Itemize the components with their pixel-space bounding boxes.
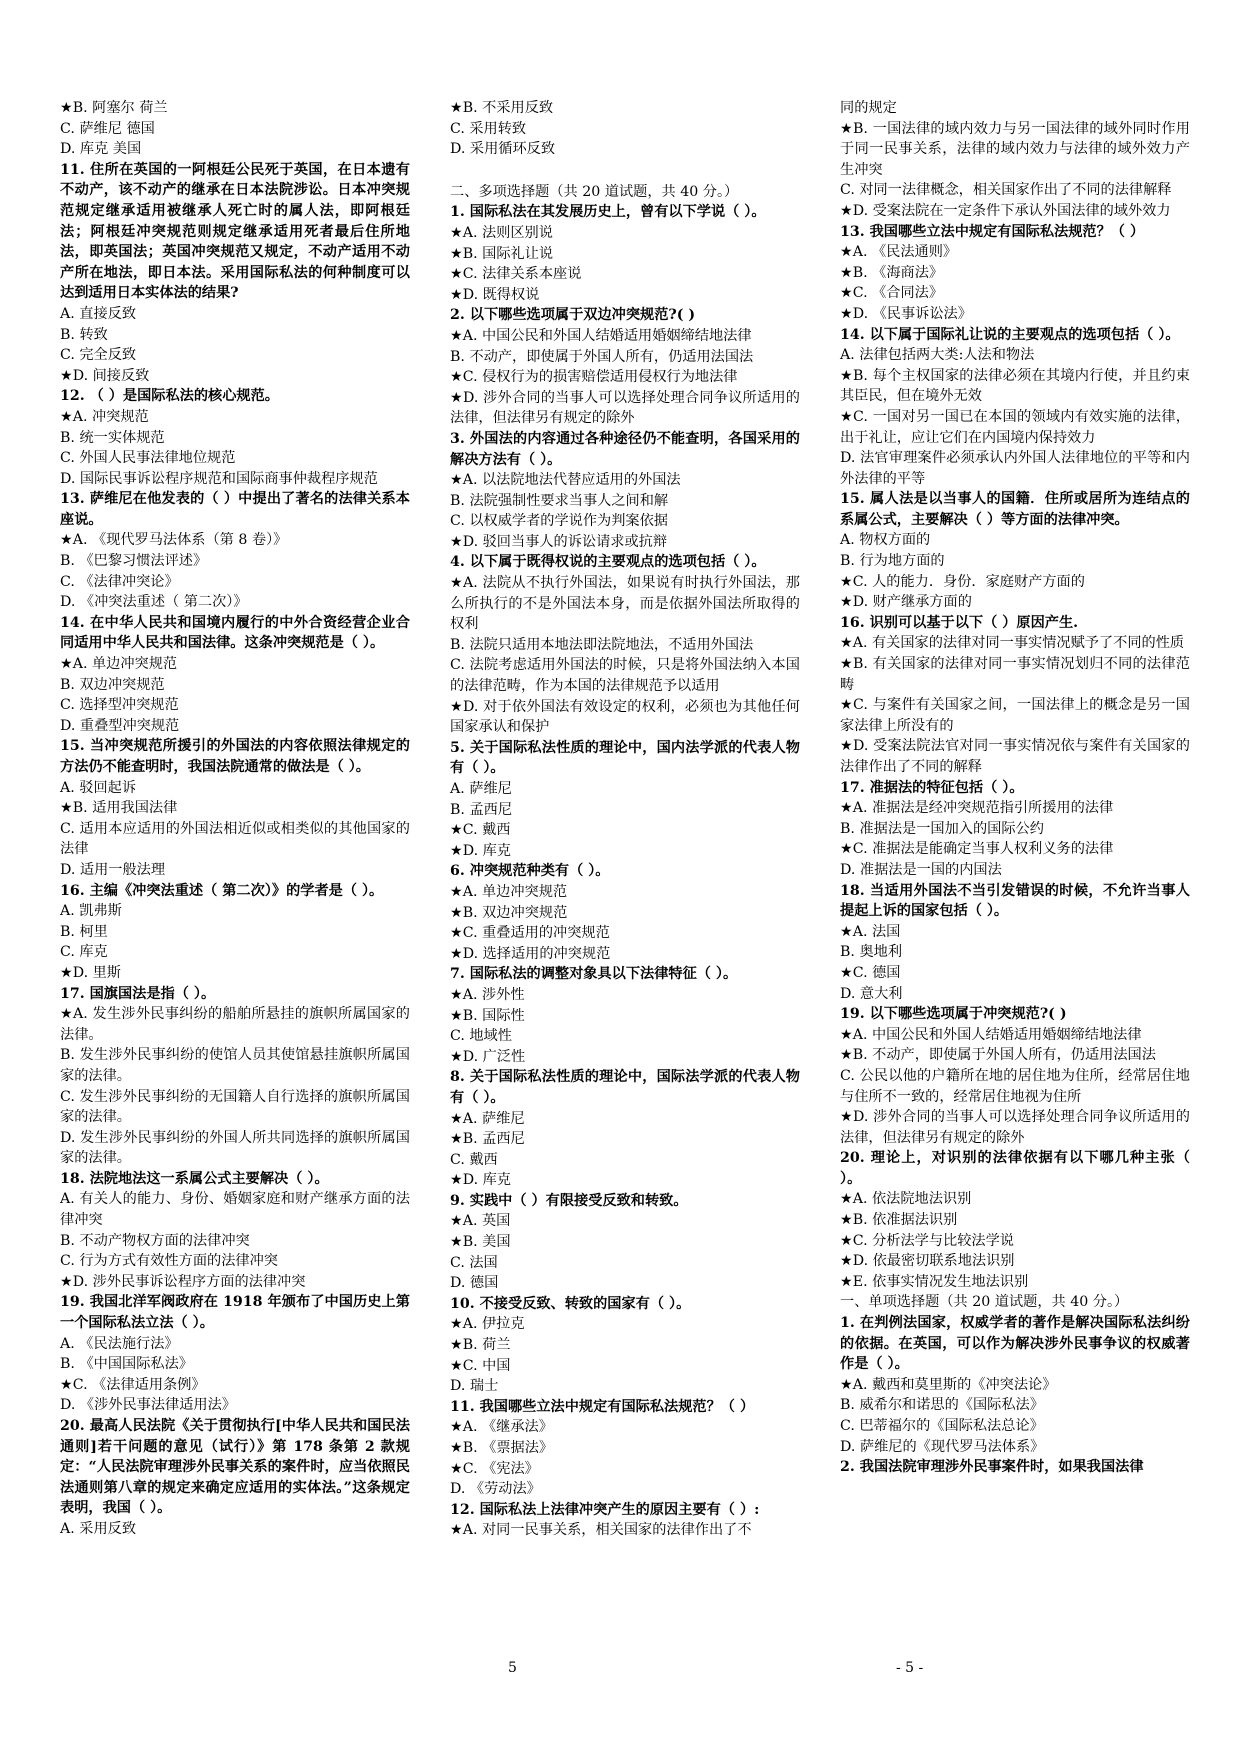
option-text: C. 公民以他的户籍所在地的居住地为住所，经常居住地与住所不一致的，经常居住地视为住所 xyxy=(840,1067,1190,1105)
option-text: B. 《巴黎习惯法评述》 xyxy=(60,553,208,570)
question-text: 16. 主编《冲突法重述（ 第二次）》的学者是（ ）。 xyxy=(60,882,384,899)
option-text: ★A. 中国公民和外国人结婚适用婚姻缔结地法律 xyxy=(840,1026,1142,1043)
option-text: C. 完全反致 xyxy=(60,347,137,364)
option-text: ★A. 有关国家的法律对同一事实情况赋予了不同的性质 xyxy=(840,635,1185,652)
option-text: B. 《中国国际私法》 xyxy=(60,1356,193,1373)
option-text: ★A. 伊拉克 xyxy=(450,1316,525,1333)
option-text: C. 对同一法律概念，相关国家作出了不同的法律解释 xyxy=(840,182,1172,199)
option-text: ★B. 一国法律的域内效力与另一国法律的域外同时作用于同一民事关系，法律的域内效力与法律的域外效力产生冲突 xyxy=(840,120,1190,178)
option-text: C. 地域性 xyxy=(450,1028,512,1045)
option-text: ★A. 戴西和莫里斯的《冲突法论》 xyxy=(840,1376,1057,1393)
option-text: D. 《劳动法》 xyxy=(450,1481,541,1498)
option-text: A. 物权方面的 xyxy=(840,532,931,549)
option-text: D. 《涉外民事法律适用法》 xyxy=(60,1397,236,1414)
option-text: ★B. 依准据法识别 xyxy=(840,1212,958,1229)
option-text: ★B. 每个主权国家的法律必须在其境内行使，并且约束其臣民，但在境外无效 xyxy=(840,367,1190,405)
option-text: B. 行为地方面的 xyxy=(840,553,945,570)
option-text: B. 法院强制性要求当事人之间和解 xyxy=(450,492,669,509)
option-text: ★A. 英国 xyxy=(450,1213,511,1230)
option-text: ★C. 中国 xyxy=(450,1357,511,1374)
option-text: D. 准据法是一国的内国法 xyxy=(840,861,1002,878)
option-text: ★A. 法则区别说 xyxy=(450,224,553,241)
option-text: ★D. 对于依外国法有效设定的权利，必须也为其他任何国家承认和保护 xyxy=(450,698,800,736)
option-text: D. 德国 xyxy=(450,1275,499,1292)
option-text: ★A. 《民法通则》 xyxy=(840,244,958,261)
option-text: ★B. 有关国家的法律对同一事实情况划归不同的法律范畴 xyxy=(840,656,1190,693)
option-text: ★B. 不动产，即使属于外国人所有，仍适用法国法 xyxy=(840,1047,1156,1064)
question-text: 12. 国际私法上法律冲突产生的原因主要有（ ）: xyxy=(450,1501,760,1518)
question-text: 6. 冲突规范种类有（ ）。 xyxy=(450,863,610,880)
option-text: ★D. 里斯 xyxy=(60,964,121,981)
question-text: 18. 法院地法这一系属公式主要解决（ ）。 xyxy=(60,1170,329,1187)
option-text: ★A. 萨维尼 xyxy=(450,1110,525,1127)
question-text: 13. 萨维尼在他发表的（ ）中提出了著名的法律关系本座说。 xyxy=(60,491,410,528)
option-text: C. 库克 xyxy=(60,944,108,961)
option-text: ★B. 孟西尼 xyxy=(450,1131,525,1148)
option-text: B. 不动产物权方面的法律冲突 xyxy=(60,1232,250,1249)
option-text: B. 不动产，即使属于外国人所有，仍适用法国法 xyxy=(450,348,754,365)
option-text: A. 采用反致 xyxy=(60,1520,137,1537)
column-right xyxy=(840,98,1190,1478)
option-text: ★C. 分析法学与比较法学说 xyxy=(840,1232,1014,1249)
option-text: ★E. 依事实情况发生地法识别 xyxy=(840,1273,1029,1290)
option-text: A. 驳回起诉 xyxy=(60,779,137,796)
option-text: C. 法院考虑适用外国法的时候，只是将外国法纳入本国的法律范畴，作为本国的法律规范予以适用 xyxy=(450,657,800,695)
option-text: ★B. 适用我国法律 xyxy=(60,800,178,817)
question-text: 5. 关于国际私法性质的理论中，国内法学派的代表人物有（ ）。 xyxy=(450,739,800,777)
option-text: C. 萨维尼 德国 xyxy=(60,120,155,137)
option-text: ★D. 库克 xyxy=(450,1172,511,1189)
option-text: ★A. 准据法是经冲突规范指引所援用的法律 xyxy=(840,800,1114,817)
option-text: D. 瑞士 xyxy=(450,1378,499,1395)
option-text: B. 柯里 xyxy=(60,923,108,940)
option-text: ★B. 荷兰 xyxy=(450,1337,511,1354)
question-text: 14. 在中华人民共和国境内履行的中外合资经营企业合同适用中华人民共和国法律。这条冲突规范是（ ）。 xyxy=(60,614,410,652)
question-text: 8. 关于国际私法性质的理论中，国际法学派的代表人物有（ ）。 xyxy=(450,1069,800,1106)
option-text: ★C. 一国对另一国已在本国的领域内有效实施的法律，出于礼让，应让它们在内国境内保持效力 xyxy=(840,408,1190,446)
option-text: ★A. 中国公民和外国人结婚适用婚姻缔结地法律 xyxy=(450,327,752,344)
option-text: 同的规定 xyxy=(840,100,897,116)
question-text: 15. 当冲突规范所援引的外国法的内容依照法律规定的方法仍不能查明时，我国法院通常的做法是（ ）。 xyxy=(60,738,410,775)
option-text: ★D. 受案法院法官对同一事实情况依与案件有关国家的法律作出了不同的解释 xyxy=(840,738,1190,775)
option-text: ★C. 准据法是能确定当事人权利义务的法律 xyxy=(840,841,1114,858)
option-text: ★A. 单边冲突规范 xyxy=(60,656,178,673)
option-text: A. 《民法施行法》 xyxy=(60,1335,179,1352)
option-text: ★A. 以法院地法代替应适用的外国法 xyxy=(450,472,681,489)
option-text: ★D. 财产继承方面的 xyxy=(840,594,972,611)
question-text: 1. 在判例法国家，权威学者的著作是解决国际私法纠纷的依据。在英国，可以作为解决涉外民事争议的权威著作是（ ）。 xyxy=(840,1315,1190,1373)
option-text: ★A. 《继承法》 xyxy=(450,1419,553,1436)
option-text: ★C. 戴西 xyxy=(450,822,511,839)
question-text: 20. 最高人民法院《关于贯彻执行[中华人民共和国民法通则]若干问题的意见（试行）》第 178 条第 2 款规定：“人民法院审理涉外民事关系的案件时，应当依照民法通则第八章的规定来确定应适用的实体法。”这条规定表明，我国（ ）。 xyxy=(60,1418,410,1517)
question-text: 4. 以下属于既得权说的主要观点的选项包括（ ）。 xyxy=(450,554,766,571)
option-text: C. 以权威学者的学说作为判案依据 xyxy=(450,513,668,530)
question-text: 17. 准据法的特征包括（ ）。 xyxy=(840,779,1024,796)
option-text: ★D. 依最密切联系地法识别 xyxy=(840,1253,1015,1270)
page-number-left: 5 xyxy=(508,1660,517,1676)
option-text: ★C. 《合同法》 xyxy=(840,285,944,302)
question-text: 9. 实践中（ ）有限接受反致和转致。 xyxy=(450,1192,688,1209)
option-text: ★A. 法国 xyxy=(840,923,901,940)
question-text: 1. 国际私法在其发展历史上，曾有以下学说（ ）。 xyxy=(450,204,766,221)
option-text: D. 萨维尼的《现代罗马法体系》 xyxy=(840,1438,1045,1455)
option-text: ★B. 国际性 xyxy=(450,1007,525,1024)
option-text: D. 意大利 xyxy=(840,985,903,1002)
option-text: C. 适用本应适用的外国法相近似或相类似的其他国家的法律 xyxy=(60,820,410,858)
question-text: 20. 理论上，对识别的法律依据有以下哪几种主张（ ）。 xyxy=(840,1150,1190,1187)
option-text: ★C. 德国 xyxy=(840,964,901,981)
option-text: B. 孟西尼 xyxy=(450,801,513,818)
option-text: D. 国际民事诉讼程序规范和国际商事仲裁程序规范 xyxy=(60,470,378,487)
option-text: A. 凯弗斯 xyxy=(60,903,122,920)
column-middle xyxy=(450,98,800,1541)
option-text: C. 《法律冲突论》 xyxy=(60,573,179,590)
option-text: ★D. 涉外合同的当事人可以选择处理合同争议所适用的法律，但法律另有规定的除外 xyxy=(840,1109,1190,1146)
option-text: ★C. 侵权行为的损害赔偿适用侵权行为地法律 xyxy=(450,369,738,386)
option-text: B. 双边冲突规范 xyxy=(60,676,165,693)
option-text: C. 外国人民事法律地位规范 xyxy=(60,450,236,467)
option-text: ★C. 人的能力．身份．家庭财产方面的 xyxy=(840,573,1085,590)
option-text: D. 《冲突法重述（ 第二次）》 xyxy=(60,594,248,611)
question-text: 16. 识别可以基于以下（ ）原因产生. xyxy=(840,614,1079,631)
option-text: ★B. 国际礼让说 xyxy=(450,245,554,262)
option-text: ★A. 《现代罗马法体系（第 8 卷）》 xyxy=(60,532,288,549)
option-text: C. 行为方式有效性方面的法律冲突 xyxy=(60,1253,278,1270)
option-text: ★A. 法院从不执行外国法，如果说有时执行外国法，那么所执行的不是外国法本身，而是依据外国法所取得的权利 xyxy=(450,575,800,633)
option-text: B. 奥地利 xyxy=(840,944,903,961)
option-text: D. 适用一般法理 xyxy=(60,861,166,878)
option-text: 一、单项选择题（共 20 道试题，共 40 分。） xyxy=(840,1294,1129,1311)
option-text: ★D. 广泛性 xyxy=(450,1048,526,1065)
question-text: 19. 以下哪些选项属于冲突规范?( ) xyxy=(840,1006,1067,1023)
question-text: 17. 国旗国法是指（ ）。 xyxy=(60,985,216,1002)
column-left xyxy=(60,98,410,1540)
option-text: C. 法国 xyxy=(450,1254,498,1271)
option-text: ★D. 既得权说 xyxy=(450,286,540,303)
option-text: ★A. 发生涉外民事纠纷的船舶所悬挂的旗帜所属国家的法律。 xyxy=(60,1006,410,1043)
option-text: ★C. 与案件有关国家之间，一国法律上的概念是另一国家法律上所没有的 xyxy=(840,697,1190,734)
option-text: ★C. 法律关系本座说 xyxy=(450,266,582,283)
question-text: 15. 属人法是以当事人的国籍．住所或居所为连结点的系属公式，主要解决（ ）等方面的法律冲突。 xyxy=(840,491,1190,528)
option-text: ★D. 涉外民事诉讼程序方面的法律冲突 xyxy=(60,1273,306,1290)
option-text: B. 准据法是一国加入的国际公约 xyxy=(840,820,1044,837)
option-text: ★A. 单边冲突规范 xyxy=(450,883,568,900)
option-text: D. 库克 美国 xyxy=(60,141,142,158)
option-text: ★A. 对同一民事关系，相关国家的法律作出了不 xyxy=(450,1522,752,1539)
option-text: C. 发生涉外民事纠纷的无国籍人自行选择的旗帜所属国家的法律。 xyxy=(60,1088,410,1126)
option-text: ★B. 《票据法》 xyxy=(450,1440,554,1456)
option-text: ★B. 《海商法》 xyxy=(840,264,944,281)
option-text: ★A. 冲突规范 xyxy=(60,408,149,425)
option-text: B. 法院只适用本地法即法院地法，不适用外国法 xyxy=(450,636,754,653)
option-text: D. 重叠型冲突规范 xyxy=(60,717,180,734)
option-text: C. 选择型冲突规范 xyxy=(60,697,179,714)
question-text: 2. 以下哪些选项属于双边冲突规范?( ) xyxy=(450,307,696,324)
question-text: 13. 我国哪些立法中规定有国际私法规范？（ ） xyxy=(840,223,1145,240)
option-text: ★B. 阿塞尔 荷兰 xyxy=(60,100,168,116)
option-text: D. 发生涉外民事纠纷的外国人所共同选择的旗帜所属国家的法律。 xyxy=(60,1129,410,1167)
option-text: 二、多项选择题（共 20 道试题，共 40 分。） xyxy=(450,183,739,200)
question-text: 10. 不接受反致、转致的国家有（ ）。 xyxy=(450,1295,691,1312)
option-text: ★A. 涉外性 xyxy=(450,986,525,1003)
option-text: ★C. 重叠适用的冲突规范 xyxy=(450,925,610,942)
option-text: ★B. 双边冲突规范 xyxy=(450,904,568,921)
option-text: ★D. 间接反致 xyxy=(60,367,150,384)
option-text: ★B. 美国 xyxy=(450,1234,511,1251)
page-number-right: - 5 - xyxy=(896,1660,924,1676)
option-text: B. 转致 xyxy=(60,326,108,343)
question-text: 14. 以下属于国际礼让说的主要观点的选项包括（ ）。 xyxy=(840,326,1180,343)
option-text: ★D. 受案法院在一定条件下承认外国法律的域外效力 xyxy=(840,202,1171,219)
option-text: B. 威希尔和诺思的《国际私法》 xyxy=(840,1397,1044,1414)
option-text: ★B. 不采用反致 xyxy=(450,100,554,116)
option-text: A. 直接反致 xyxy=(60,305,137,322)
option-text: A. 萨维尼 xyxy=(450,781,512,797)
question-text: 3. 外国法的内容通过各种途径仍不能查明，各国采用的解决方法有（ ）。 xyxy=(450,430,800,468)
option-text: ★D. 涉外合同的当事人可以选择处理合同争议所适用的法律，但法律另有规定的除外 xyxy=(450,389,800,427)
option-text: A. 有关人的能力、身份、婚姻家庭和财产继承方面的法律冲突 xyxy=(60,1191,410,1229)
option-text: B. 统一实体规范 xyxy=(60,429,165,446)
option-text: D. 法官审理案件必须承认内外国人法律地位的平等和内外法律的平等 xyxy=(840,450,1190,487)
option-text: ★A. 依法院地法识别 xyxy=(840,1191,972,1208)
option-text: ★C. 《宪法》 xyxy=(450,1460,539,1477)
question-text: 7. 国际私法的调整对象具以下法律特征（ ）。 xyxy=(450,966,738,983)
option-text: C. 巴蒂福尔的《国际私法总论》 xyxy=(840,1418,1044,1434)
question-text: 19. 我国北洋军阀政府在 1918 年颁布了中国历史上第一个国际私法立法（ ）。 xyxy=(60,1294,410,1332)
option-text: ★D. 库克 xyxy=(450,842,511,859)
question-text: 11. 我国哪些立法中规定有国际私法规范？（ ） xyxy=(450,1398,755,1415)
option-text: D. 采用循环反致 xyxy=(450,141,556,158)
question-text: 2. 我国法院审理涉外民事案件时，如果我国法律 xyxy=(840,1459,1144,1476)
option-text: C. 采用转致 xyxy=(450,120,527,137)
option-text: C. 戴西 xyxy=(450,1151,498,1168)
question-text: 18. 当适用外国法不当引发错误的时候，不允许当事人提起上诉的国家包括（ ）。 xyxy=(840,882,1190,920)
question-text: 11. 住所在英国的一阿根廷公民死于英国，在日本遗有不动产，该不动产的继承在日本法院涉讼。日本冲突规范规定继承适用被继承人死亡时的属人法，即阿根廷法；阿根廷冲突规范则规定继承适用死者最后住所地法，即英国法；英国冲突规范又规定，不动产适用不动产所在地法，即日本法。采用国际私法的何种制度可以达到适用日本实体法的结果? xyxy=(60,161,410,302)
option-text: A. 法律包括两大类:人法和物法 xyxy=(840,347,1035,364)
option-text: ★C. 《法律适用条例》 xyxy=(60,1376,206,1393)
option-text: B. 发生涉外民事纠纷的使馆人员其使馆悬挂旗帜所属国家的法律。 xyxy=(60,1047,410,1084)
option-text: ★D. 《民事诉讼法》 xyxy=(840,305,972,322)
option-text: ★D. 驳回当事人的诉讼请求或抗辩 xyxy=(450,533,668,550)
option-text: ★D. 选择适用的冲突规范 xyxy=(450,945,611,962)
spacer xyxy=(450,160,800,182)
question-text: 12. （ ）是国际私法的核心规范。 xyxy=(60,388,279,405)
